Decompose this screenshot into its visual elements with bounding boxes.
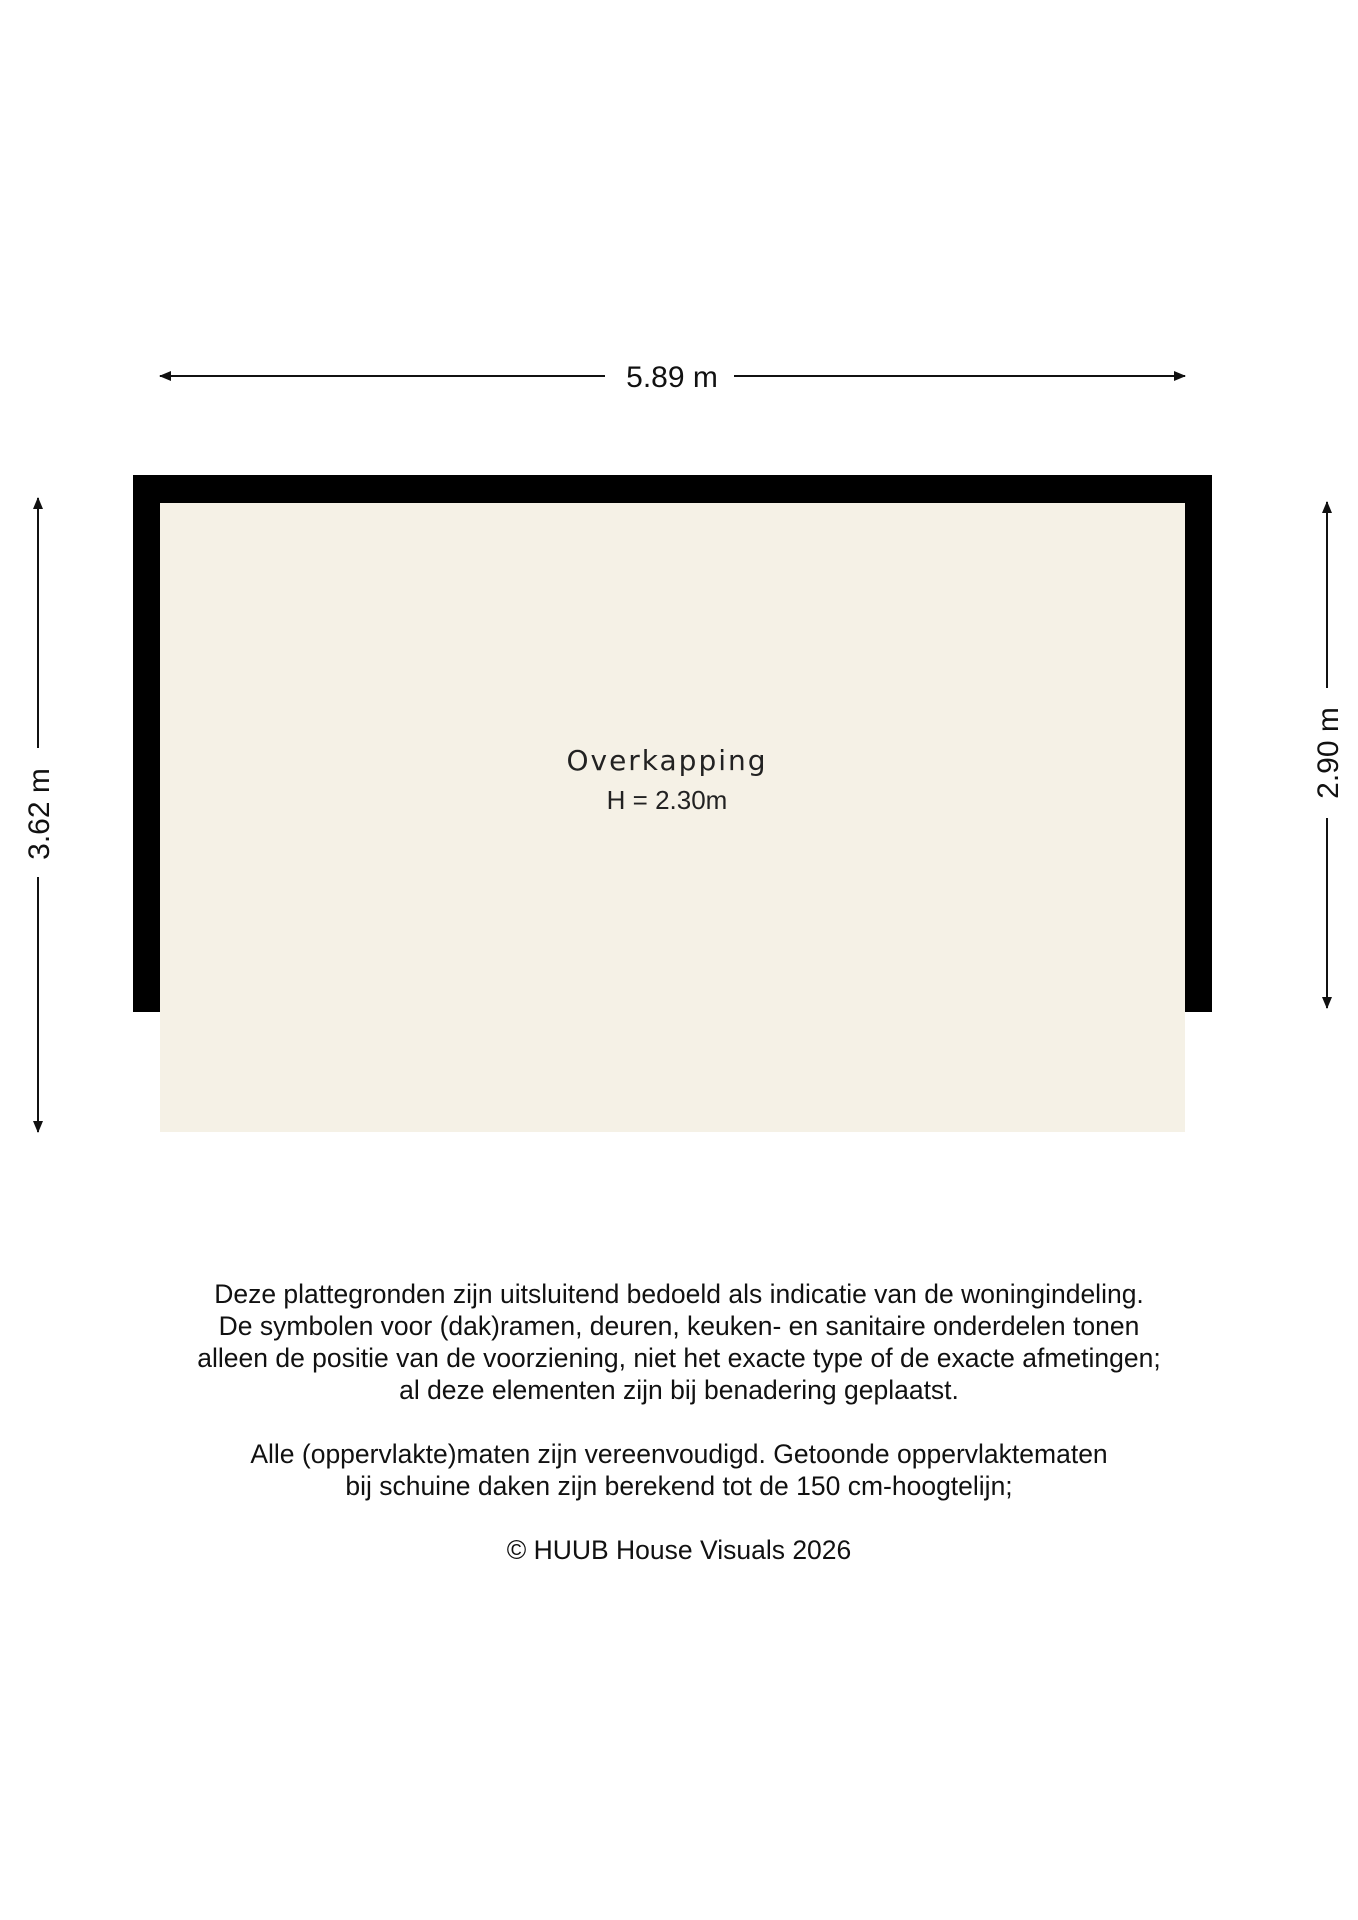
room-name: Overkapping xyxy=(566,744,768,777)
disclaimer xyxy=(100,1278,1258,1566)
spacer xyxy=(100,1502,1258,1534)
wall-right xyxy=(1185,475,1212,1012)
copyright: © HUUB House Visuals 2026 xyxy=(506,1535,852,1565)
dimension-height-left xyxy=(23,498,56,1132)
wall-left xyxy=(133,475,160,1012)
dimension-width-label: 5.89 m xyxy=(626,361,718,394)
disclaimer-line: Alle (oppervlakte)maten zijn vereenvoudigd. Getoonde oppervlaktematen xyxy=(250,1439,1108,1469)
wall-top xyxy=(133,475,1212,503)
disclaimer-line: alleen de positie van de voorziening, niet het exacte type of de exacte afmetingen; xyxy=(197,1343,1161,1373)
disclaimer-line: De symbolen voor (dak)ramen, deuren, keuken- en sanitaire onderdelen tonen xyxy=(218,1311,1140,1341)
disclaimer-line: bij schuine daken zijn berekend tot de 150 cm-hoogtelijn; xyxy=(345,1471,1013,1501)
room-floor xyxy=(160,498,1185,1132)
dimension-height-right-label: 2.90 m xyxy=(1312,707,1345,799)
disclaimer-line: Deze plattegronden zijn uitsluitend bedoeld als indicatie van de woningindeling. xyxy=(214,1279,1144,1309)
room-height: H = 2.30m xyxy=(606,785,728,815)
spacer xyxy=(100,1406,1258,1438)
dimension-height-left-label: 3.62 m xyxy=(23,768,56,860)
dimension-width xyxy=(160,361,1185,394)
dimension-height-right xyxy=(1312,502,1345,1008)
disclaimer-line: al deze elementen zijn bij benadering geplaatst. xyxy=(399,1375,959,1405)
